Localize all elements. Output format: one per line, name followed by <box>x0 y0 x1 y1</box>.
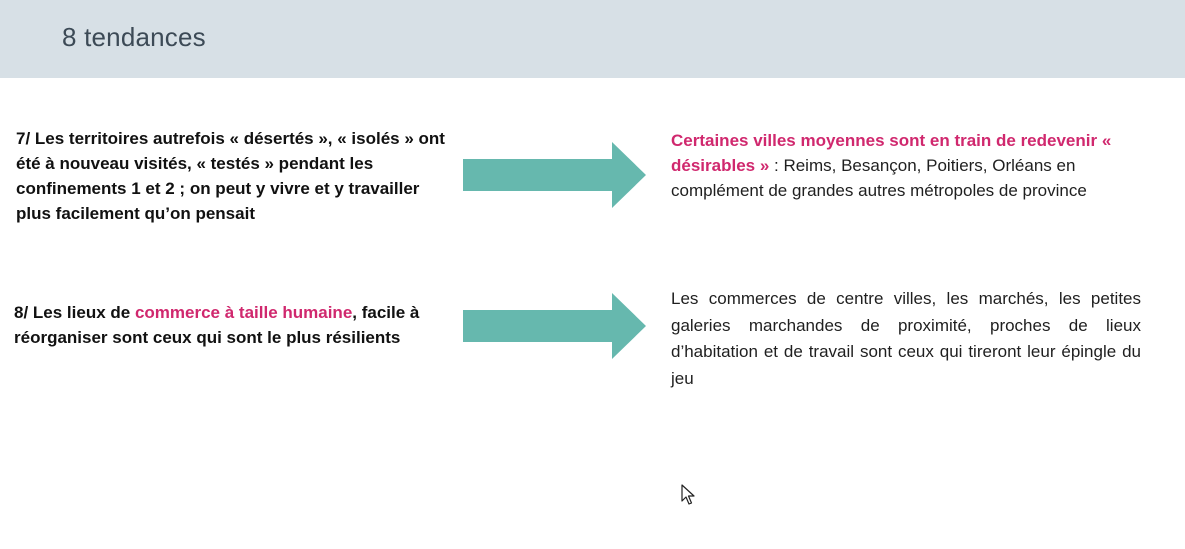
trend-8-outcome-text: Les commerces de centre villes, les marchés, les petites galeries marchandes de proximité, proches de lieux d’habitation et de travail sont ceux qui tireront leur épingle du jeu <box>671 289 1141 388</box>
right-arrow-icon <box>463 293 646 359</box>
trend-8-description <box>14 300 454 350</box>
trend-8-highlight: commerce à taille humaine <box>134 303 353 322</box>
trend-8-outcome <box>671 286 1141 392</box>
trend-7-highlight: Certaines villes moyennes sont en train de redevenir « désirables » <box>671 131 1112 175</box>
mouse-cursor-icon <box>681 484 697 506</box>
trend-8-suffix: , facile à réorganiser sont ceux qui sont le plus résilients <box>14 303 420 347</box>
trend-7-outcome <box>671 128 1133 203</box>
trend-7-text: 7/ Les territoires autrefois « désertés », « isolés » ont été à nouveau visités, « testés » pendant les confinements 1 et 2 ; on peut y vivre et y travailler plus facilement qu’on pensait <box>16 129 445 223</box>
slide-title: 8 tendances <box>62 22 206 52</box>
trend-7-outcome-text: : Reims, Besançon, Poitiers, Orléans en complément de grandes autres métropoles de province <box>671 156 1087 200</box>
trend-7-description <box>16 126 451 226</box>
right-arrow-icon <box>463 142 646 208</box>
trend-8-prefix: 8/ Les lieux de <box>14 303 135 322</box>
